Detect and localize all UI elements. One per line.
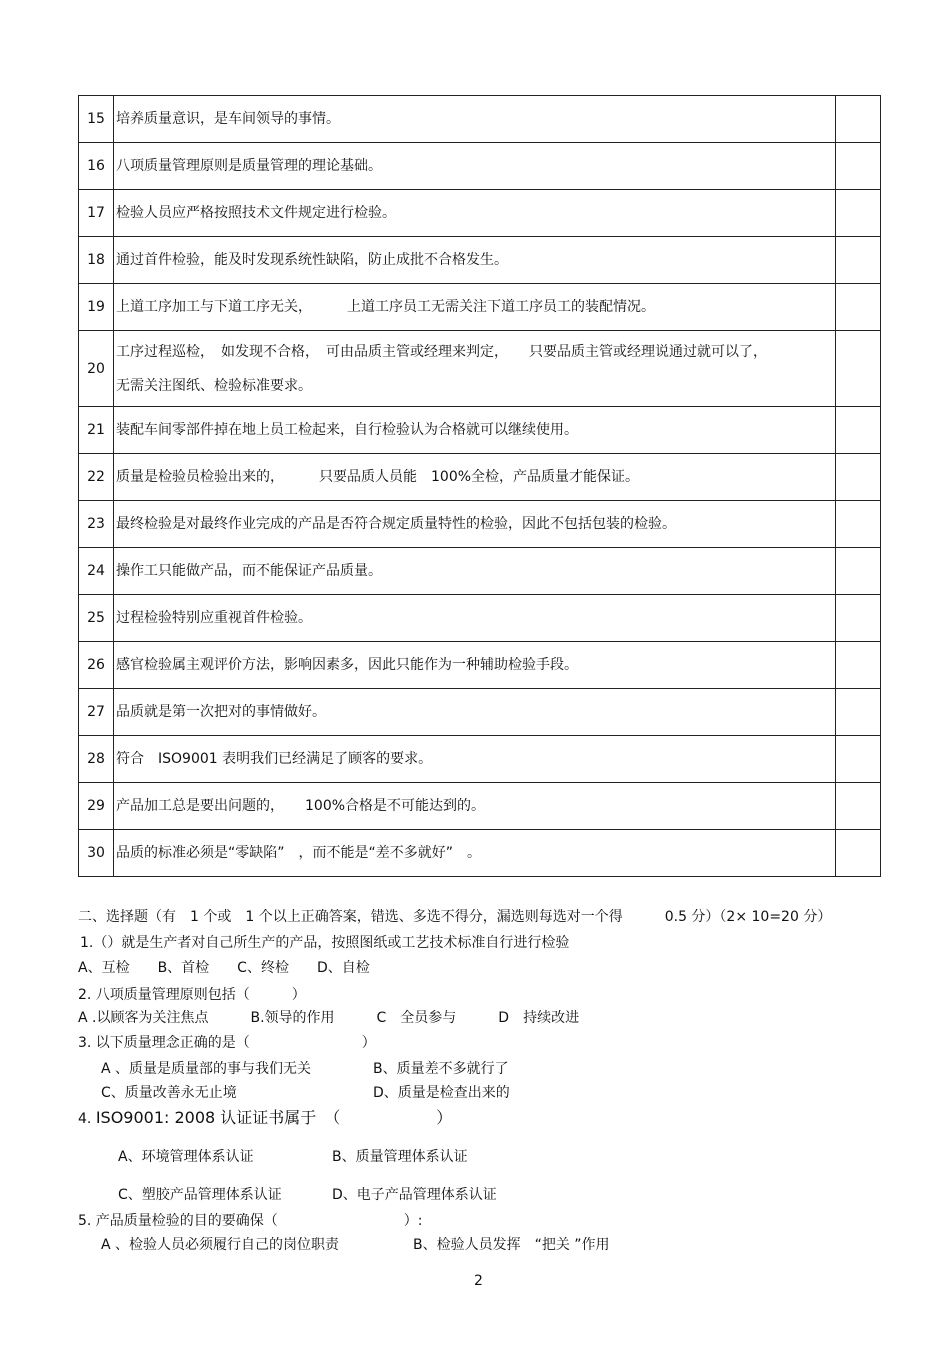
question-text: 培养质量意识，是车间领导的事情。	[116, 111, 340, 127]
question-number: 23	[79, 501, 114, 548]
table-row	[79, 501, 881, 548]
question-number: 16	[79, 143, 114, 190]
question-number: 24	[79, 548, 114, 595]
question-number: 29	[79, 783, 114, 830]
answer-cell[interactable]	[836, 284, 881, 331]
question-text-cell	[114, 689, 836, 736]
question-4-text: ISO9001: 2008 认证证书属于 （ ）	[95, 1108, 453, 1127]
table-row	[79, 783, 881, 830]
question-text: 感官检验属主观评价方法，影响因素多，因此只能作为一种辅助检验手段。	[116, 657, 578, 673]
question-number: 19	[79, 284, 114, 331]
question-text-cell	[114, 548, 836, 595]
answer-cell[interactable]	[836, 407, 881, 454]
table-row	[79, 736, 881, 783]
question-text: 装配车间零部件掉在地上员工检起来，自行检验认为合格就可以继续使用。	[116, 422, 578, 438]
question-2: 2. 八项质量管理原则包括（ ）	[78, 987, 306, 1003]
table-row	[79, 96, 881, 143]
question-text: 质量是检验员检验出来的， 只要品质人员能 100%全检，产品质量才能保证。	[116, 469, 640, 485]
question-number: 21	[79, 407, 114, 454]
question-3: 3. 以下质量理念正确的是（ ）	[78, 1035, 376, 1051]
question-text-line2: 无需关注图纸、检验标准要求。	[116, 377, 312, 394]
question-text-cell	[114, 783, 836, 830]
question-number: 28	[79, 736, 114, 783]
question-text-cell	[114, 642, 836, 689]
question-text-cell	[114, 736, 836, 783]
table-row	[79, 331, 881, 407]
question-text: 品质的标准必须是“零缺陷” ，而不能是“差不多就好” 。	[116, 845, 482, 861]
question-number: 27	[79, 689, 114, 736]
true-false-table	[78, 95, 881, 877]
answer-cell[interactable]	[836, 830, 881, 877]
answer-cell[interactable]	[836, 454, 881, 501]
answer-cell[interactable]	[836, 642, 881, 689]
question-4-option-b: B、质量管理体系认证	[332, 1149, 468, 1165]
table-row	[79, 689, 881, 736]
question-text-cell	[114, 284, 836, 331]
question-5-option-b: B、检验人员发挥 “把关 ”作用	[413, 1237, 610, 1253]
question-text-cell	[114, 454, 836, 501]
question-number: 17	[79, 190, 114, 237]
answer-cell[interactable]	[836, 595, 881, 642]
question-3-option-c: C、质量改善永无止境	[101, 1085, 237, 1101]
question-3-option-d: D、质量是检查出来的	[373, 1085, 510, 1101]
question-text-cell	[114, 143, 836, 190]
question-5-option-a: A 、检验人员必须履行自己的岗位职责	[101, 1237, 340, 1253]
question-3-option-b: B、质量差不多就行了	[373, 1061, 509, 1077]
section-heading: 二、选择题（有 1 个或 1 个以上正确答案，错选、多选不得分，漏选则每选对一个得 0.5 分）（2× 10=20 分）	[78, 909, 832, 925]
table-row	[79, 595, 881, 642]
question-4-option-c: C、塑胶产品管理体系认证	[118, 1187, 282, 1203]
question-text: 产品加工总是要出问题的， 100%合格是不可能达到的。	[116, 798, 486, 814]
page-number: 2	[474, 1273, 483, 1289]
question-3-option-a: A 、质量是质量部的事与我们无关	[101, 1061, 312, 1077]
question-text-cell	[114, 237, 836, 284]
table-row	[79, 642, 881, 689]
question-4	[78, 1109, 452, 1128]
question-4-number: 4.	[78, 1111, 92, 1127]
question-text: 符合 ISO9001 表明我们已经满足了顾客的要求。	[116, 751, 433, 767]
question-text: 最终检验是对最终作业完成的产品是否符合规定质量特性的检验，因此不包括包装的检验。	[116, 516, 676, 532]
question-number: 25	[79, 595, 114, 642]
question-number: 20	[79, 331, 114, 407]
question-number: 26	[79, 642, 114, 689]
question-2-options: A .以顾客为关注焦点 B.领导的作用 C 全员参与 D 持续改进	[78, 1010, 580, 1026]
question-text: 品质就是第一次把对的事情做好。	[116, 704, 326, 720]
question-text: 上道工序加工与下道工序无关， 上道工序员工无需关注下道工序员工的装配情况。	[116, 299, 655, 315]
answer-cell[interactable]	[836, 96, 881, 143]
table-row	[79, 454, 881, 501]
question-text-cell	[114, 96, 836, 143]
question-text: 操作工只能做产品，而不能保证产品质量。	[116, 563, 382, 579]
question-text-cell	[114, 501, 836, 548]
question-number: 22	[79, 454, 114, 501]
table-row	[79, 830, 881, 877]
table-row	[79, 407, 881, 454]
answer-cell[interactable]	[836, 501, 881, 548]
table-row	[79, 143, 881, 190]
question-text: 检验人员应严格按照技术文件规定进行检验。	[116, 205, 396, 221]
table-row	[79, 284, 881, 331]
question-text: 八项质量管理原则是质量管理的理论基础。	[116, 158, 382, 174]
table-row	[79, 548, 881, 595]
question-text: 通过首件检验，能及时发现系统性缺陷，防止成批不合格发生。	[116, 252, 508, 268]
answer-cell[interactable]	[836, 237, 881, 284]
question-text-cell	[114, 830, 836, 877]
answer-cell[interactable]	[836, 548, 881, 595]
question-4-option-a: A、环境管理体系认证	[118, 1149, 254, 1165]
question-1-options: A、互检 B、首检 C、终检 D、自检	[78, 960, 370, 976]
answer-cell[interactable]	[836, 689, 881, 736]
question-text: 工序过程巡检， 如发现不合格， 可由品质主管或经理来判定， 只要品质主管或经理说通过就可以了，	[116, 343, 767, 360]
answer-cell[interactable]	[836, 190, 881, 237]
question-4-option-d: D、电子产品管理体系认证	[332, 1187, 497, 1203]
question-number: 15	[79, 96, 114, 143]
question-text-cell	[114, 331, 836, 407]
question-1: 1.（）就是生产者对自己所生产的产品，按照图纸或工艺技术标准自行进行检验	[80, 935, 570, 951]
answer-cell[interactable]	[836, 736, 881, 783]
question-number: 18	[79, 237, 114, 284]
question-text-cell	[114, 190, 836, 237]
question-text-cell	[114, 595, 836, 642]
answer-cell[interactable]	[836, 783, 881, 830]
answer-cell[interactable]	[836, 143, 881, 190]
question-text-cell	[114, 407, 836, 454]
table-row	[79, 237, 881, 284]
answer-cell[interactable]	[836, 331, 881, 407]
question-text: 过程检验特别应重视首件检验。	[116, 610, 312, 626]
question-number: 30	[79, 830, 114, 877]
table-row	[79, 190, 881, 237]
question-5: 5. 产品质量检验的目的要确保（ ）:	[78, 1213, 423, 1229]
